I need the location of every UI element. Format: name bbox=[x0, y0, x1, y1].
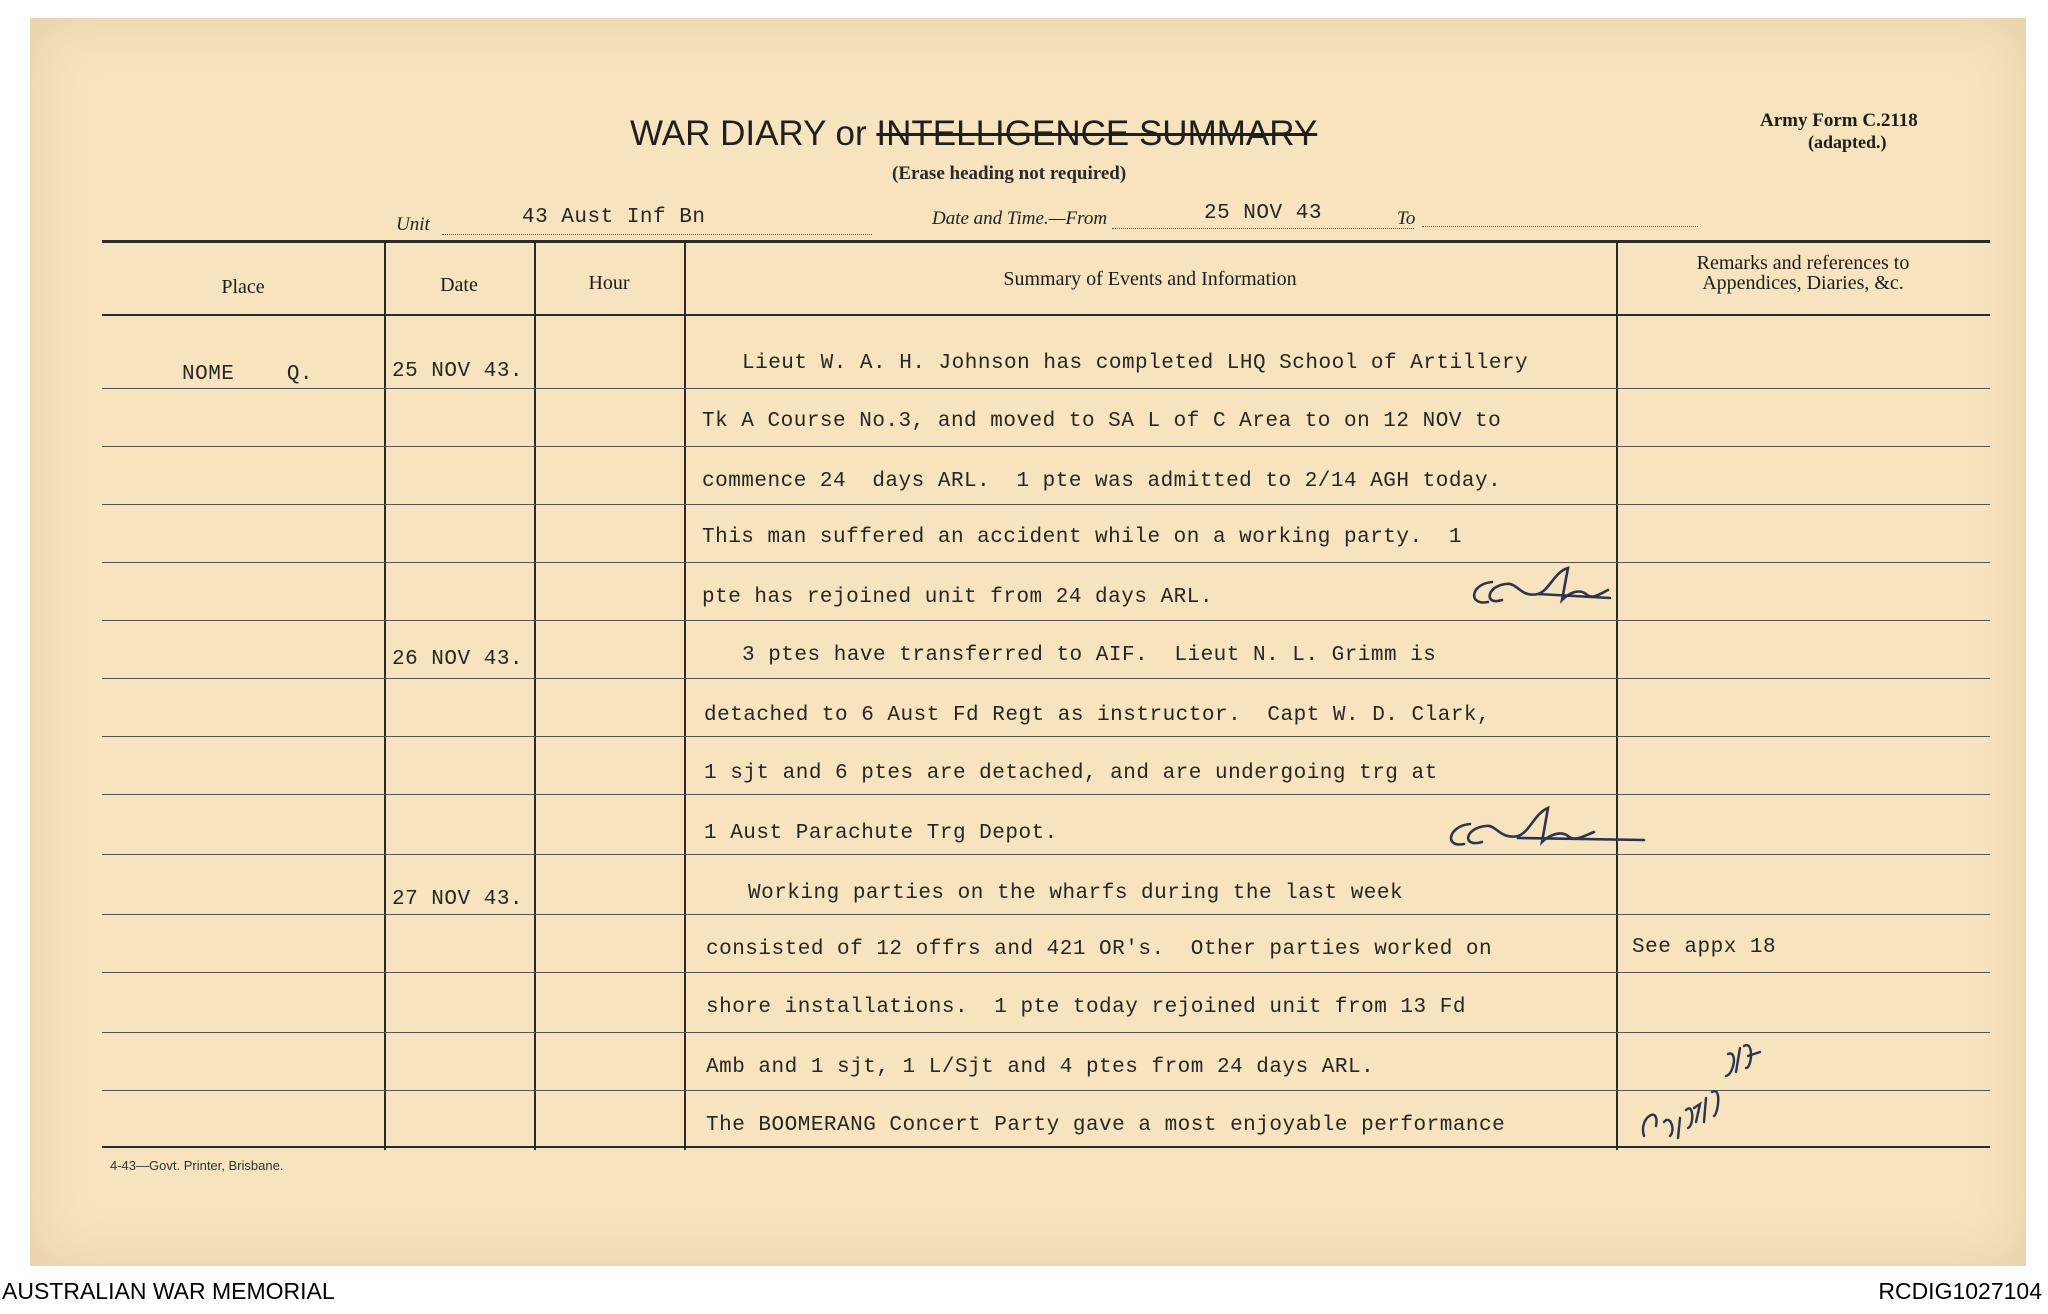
date-entry-2: 26 NOV 43. bbox=[392, 648, 524, 671]
remark-entry: See appx 18 bbox=[1632, 936, 1777, 959]
summary-line: Working parties on the wharfs during the last week bbox=[748, 882, 1404, 905]
signature-icon bbox=[1434, 796, 1654, 866]
ruled-line bbox=[102, 562, 1990, 563]
divider-date-hour bbox=[534, 243, 536, 1150]
marginal-initials-icon bbox=[1630, 1018, 1770, 1148]
divider-summary-remarks bbox=[1616, 240, 1618, 1150]
ruled-line bbox=[102, 620, 1990, 621]
archive-footer bbox=[0, 1270, 2048, 1314]
date-entry-1: 25 NOV 43. bbox=[392, 360, 524, 383]
col-header-summary: Summary of Events and Information bbox=[1003, 268, 1297, 290]
archive-name: AUSTRALIAN WAR MEMORIAL bbox=[2, 1278, 335, 1304]
title-struck: INTELLIGENCE SUMMARY bbox=[876, 114, 1318, 153]
col-header-remarks-1: Remarks and references to bbox=[1696, 252, 1910, 274]
title-or: or bbox=[835, 114, 867, 153]
summary-line: detached to 6 Aust Fd Regt as instructor. Capt W. D. Clark, bbox=[704, 704, 1491, 727]
col-header-place: Place bbox=[221, 276, 265, 298]
army-form-adapted: (adapted.) bbox=[1808, 132, 1887, 152]
summary-line: Amb and 1 sjt, 1 L/Sjt and 4 ptes from 24 days ARL. bbox=[706, 1056, 1375, 1079]
place-entry: NOME Q. bbox=[182, 363, 314, 386]
col-header-remarks-2: Appendices, Diaries, &c. bbox=[1702, 272, 1904, 294]
ruled-line bbox=[102, 972, 1990, 973]
printer-imprint: 4-43—Govt. Printer, Brisbane. bbox=[110, 1158, 284, 1173]
summary-line: Tk A Course No.3, and moved to SA L of C Area to on 12 NOV to bbox=[702, 410, 1502, 433]
ruled-line bbox=[102, 678, 1990, 679]
signature-icon bbox=[1458, 554, 1628, 624]
ruled-line bbox=[102, 794, 1990, 795]
summary-line: 1 sjt and 6 ptes are detached, and are undergoing trg at bbox=[704, 762, 1438, 785]
war-diary-sheet bbox=[30, 18, 2026, 1266]
to-label: To bbox=[1397, 208, 1416, 229]
divider-place-date bbox=[384, 243, 386, 1150]
date-label: Date and Time.—From bbox=[932, 208, 1108, 229]
summary-line: 1 Aust Parachute Trg Depot. bbox=[704, 822, 1058, 845]
unit-value: 43 Aust Inf Bn bbox=[522, 206, 706, 229]
date-dotted-line bbox=[1112, 228, 1414, 229]
unit-dotted-line bbox=[442, 234, 872, 235]
summary-line: This man suffered an accident while on a working party. 1 bbox=[702, 526, 1462, 549]
to-dotted-line bbox=[1422, 226, 1698, 227]
form-title bbox=[630, 114, 1317, 154]
col-header-hour: Hour bbox=[588, 272, 630, 294]
ruled-line bbox=[102, 854, 1990, 855]
unit-label: Unit bbox=[396, 214, 430, 235]
summary-line: The BOOMERANG Concert Party gave a most enjoyable performance bbox=[706, 1114, 1506, 1137]
summary-line: Lieut W. A. H. Johnson has completed LHQ School of Artillery bbox=[742, 352, 1529, 375]
ruled-line bbox=[102, 736, 1990, 737]
ruled-line bbox=[102, 388, 1990, 389]
summary-line: shore installations. 1 pte today rejoined unit from 13 Fd bbox=[706, 996, 1466, 1019]
ruled-line bbox=[102, 504, 1990, 505]
title-war-diary: WAR DIARY bbox=[630, 114, 826, 153]
summary-line: 3 ptes have transferred to AIF. Lieut N. L. Grimm is bbox=[742, 644, 1437, 667]
erase-note: (Erase heading not required) bbox=[892, 163, 1127, 184]
archive-id: RCDIG1027104 bbox=[1878, 1278, 2042, 1304]
ruled-line bbox=[102, 914, 1990, 915]
col-header-date: Date bbox=[440, 274, 478, 296]
summary-line: consisted of 12 offrs and 421 OR's. Other parties worked on bbox=[706, 938, 1493, 961]
divider-hour-summary bbox=[684, 243, 686, 1150]
date-entry-3: 27 NOV 43. bbox=[392, 888, 524, 911]
army-form-number: Army Form C.2118 bbox=[1760, 110, 1918, 131]
ruled-line bbox=[102, 446, 1990, 447]
summary-line: commence 24 days ARL. 1 pte was admitted to 2/14 AGH today. bbox=[702, 470, 1502, 493]
summary-line: pte has rejoined unit from 24 days ARL. bbox=[702, 586, 1213, 609]
date-from-value: 25 NOV 43 bbox=[1204, 202, 1322, 225]
